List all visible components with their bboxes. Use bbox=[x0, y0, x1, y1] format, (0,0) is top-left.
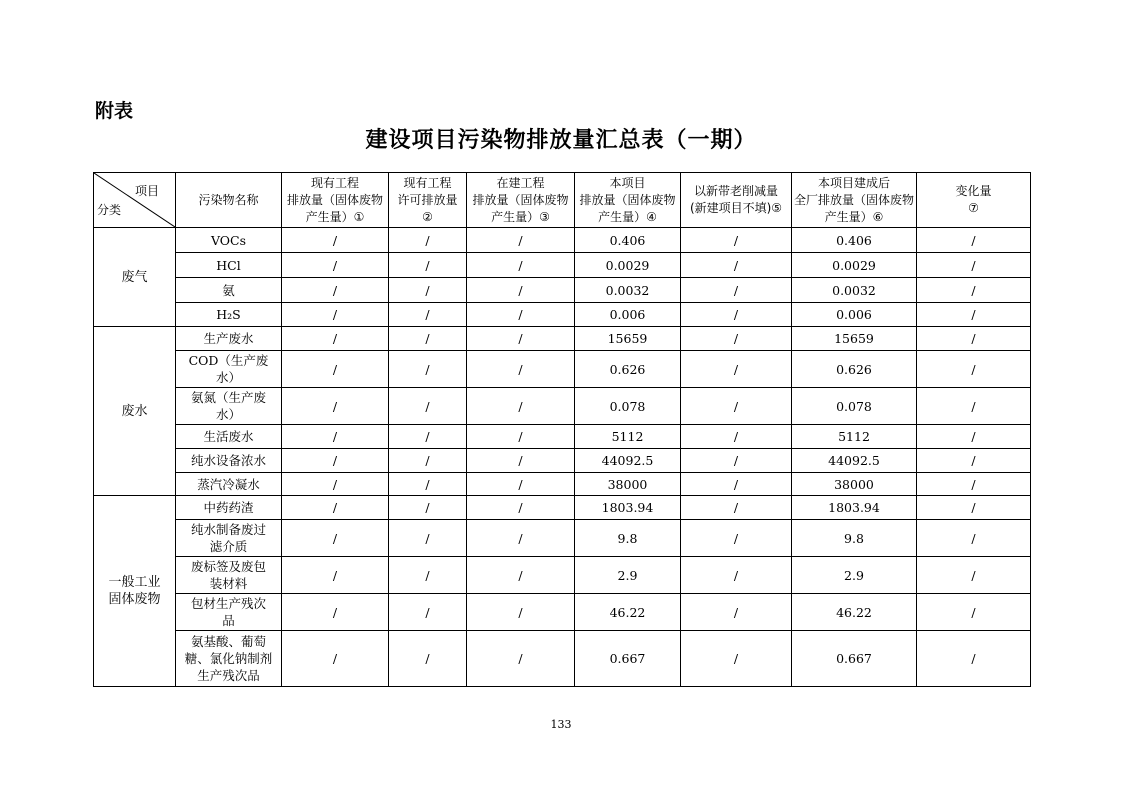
pollutant-name-cell bbox=[176, 278, 282, 303]
value-cell: / bbox=[917, 278, 1031, 303]
value-cell: / bbox=[681, 228, 792, 253]
table-row bbox=[94, 473, 1031, 496]
table-title: 建设项目污染物排放量汇总表（一期） bbox=[365, 128, 757, 153]
pollutant-name-line: 装材料 bbox=[209, 576, 248, 591]
value-cell: / bbox=[681, 496, 792, 520]
value-cell: / bbox=[282, 303, 389, 327]
value-cell: / bbox=[467, 228, 575, 253]
value-cell: / bbox=[917, 557, 1031, 594]
value-cell: / bbox=[282, 473, 389, 496]
header-line: 现有工程 bbox=[310, 175, 359, 190]
pollutant-name-line: 生产残次品 bbox=[197, 668, 260, 683]
value-cell: 5112 bbox=[792, 425, 917, 449]
table-row bbox=[94, 388, 1031, 425]
pollutant-name-line: 糖、氯化钠制剂 bbox=[184, 651, 273, 666]
header-corner-cell bbox=[94, 173, 176, 228]
value-cell: 0.0032 bbox=[575, 278, 681, 303]
header-offset bbox=[681, 173, 792, 228]
value-cell: / bbox=[282, 253, 389, 278]
pollutant-name-line: 生产废水 bbox=[203, 331, 254, 346]
category-line: 废气 bbox=[121, 269, 148, 285]
value-cell: / bbox=[389, 228, 467, 253]
value-cell: 46.22 bbox=[792, 594, 917, 631]
pollutant-name-line: 中药药渣 bbox=[203, 500, 254, 515]
value-cell: / bbox=[467, 327, 575, 351]
value-cell: / bbox=[681, 449, 792, 473]
pollutant-name-line: 纯水设备浓水 bbox=[190, 453, 266, 468]
header-line: 产生量）④ bbox=[598, 209, 657, 224]
value-cell: / bbox=[467, 449, 575, 473]
value-cell: / bbox=[467, 557, 575, 594]
value-cell: / bbox=[282, 594, 389, 631]
pollutant-name-cell bbox=[176, 228, 282, 253]
value-cell: 44092.5 bbox=[792, 449, 917, 473]
value-cell: / bbox=[681, 351, 792, 388]
value-cell: / bbox=[467, 278, 575, 303]
value-cell: / bbox=[917, 303, 1031, 327]
header-line: 许可排放量 bbox=[397, 192, 458, 207]
value-cell: / bbox=[467, 520, 575, 557]
header-line: 现有工程 bbox=[403, 175, 452, 190]
value-cell: / bbox=[282, 351, 389, 388]
table-row bbox=[94, 278, 1031, 303]
value-cell: / bbox=[282, 520, 389, 557]
value-cell: / bbox=[282, 631, 389, 687]
value-cell: 0.006 bbox=[792, 303, 917, 327]
value-cell: / bbox=[282, 449, 389, 473]
table-row bbox=[94, 557, 1031, 594]
table-row bbox=[94, 520, 1031, 557]
table-row bbox=[94, 496, 1031, 520]
value-cell: 9.8 bbox=[575, 520, 681, 557]
value-cell: 15659 bbox=[575, 327, 681, 351]
value-cell: / bbox=[389, 303, 467, 327]
value-cell: / bbox=[389, 278, 467, 303]
header-line: (新建项目不填)⑤ bbox=[689, 201, 783, 215]
pollutant-name-cell bbox=[176, 520, 282, 557]
value-cell: 1803.94 bbox=[575, 496, 681, 520]
value-cell: / bbox=[917, 520, 1031, 557]
pollutant-name-cell bbox=[176, 425, 282, 449]
header-line: 排放量（固体废物 bbox=[472, 192, 569, 207]
value-cell: / bbox=[467, 425, 575, 449]
value-cell: / bbox=[917, 228, 1031, 253]
value-cell: / bbox=[681, 473, 792, 496]
category-line: 废水 bbox=[121, 403, 148, 419]
value-cell: / bbox=[681, 631, 792, 687]
value-cell: / bbox=[282, 278, 389, 303]
header-line: ② bbox=[422, 209, 433, 224]
value-cell: 1803.94 bbox=[792, 496, 917, 520]
value-cell: 44092.5 bbox=[575, 449, 681, 473]
table-row bbox=[94, 327, 1031, 351]
value-cell: 0.0029 bbox=[575, 253, 681, 278]
table-row bbox=[94, 351, 1031, 388]
corner-top-label: 项目 bbox=[134, 184, 159, 198]
value-cell: / bbox=[917, 327, 1031, 351]
table-body bbox=[94, 228, 1031, 687]
table-row bbox=[94, 449, 1031, 473]
header-line: 产生量）③ bbox=[491, 209, 550, 224]
value-cell: / bbox=[917, 388, 1031, 425]
header-line: 排放量（固体废物 bbox=[579, 192, 676, 207]
pollutant-name-line: 氨基酸、葡萄 bbox=[190, 634, 266, 649]
value-cell: / bbox=[917, 449, 1031, 473]
header-line: 本项目 bbox=[609, 175, 646, 190]
value-cell: / bbox=[467, 496, 575, 520]
pollutant-name-line: 纯水制备废过 bbox=[190, 522, 266, 537]
value-cell: / bbox=[467, 594, 575, 631]
value-cell: 9.8 bbox=[792, 520, 917, 557]
table-row bbox=[94, 425, 1031, 449]
pollutant-name-cell bbox=[176, 557, 282, 594]
value-cell: / bbox=[917, 425, 1031, 449]
pollutant-name-line: 滤介质 bbox=[209, 539, 248, 554]
value-cell: / bbox=[282, 388, 389, 425]
table-row bbox=[94, 228, 1031, 253]
header-row bbox=[94, 173, 1031, 228]
header-line: 变化量 bbox=[955, 184, 992, 198]
value-cell: 0.0032 bbox=[792, 278, 917, 303]
value-cell: 0.626 bbox=[575, 351, 681, 388]
pollutant-name-cell bbox=[176, 303, 282, 327]
value-cell: 46.22 bbox=[575, 594, 681, 631]
value-cell: / bbox=[681, 253, 792, 278]
header-existing-emission bbox=[282, 173, 389, 228]
header-this-project bbox=[575, 173, 681, 228]
pollutant-name-line: 包材生产残次 bbox=[190, 596, 266, 611]
value-cell: / bbox=[389, 631, 467, 687]
value-cell: / bbox=[389, 520, 467, 557]
value-cell: / bbox=[681, 520, 792, 557]
pollutant-name-line: 氨氮（生产废 bbox=[190, 390, 266, 405]
value-cell: 0.406 bbox=[575, 228, 681, 253]
value-cell: / bbox=[389, 425, 467, 449]
pollutant-name-line: VOCs bbox=[210, 232, 247, 248]
appendix-label: 附表 bbox=[95, 100, 134, 122]
value-cell: / bbox=[467, 303, 575, 327]
header-after-completion bbox=[792, 173, 917, 228]
value-cell: / bbox=[282, 557, 389, 594]
pollutant-name-line: H₂S bbox=[216, 307, 241, 322]
value-cell: 0.078 bbox=[792, 388, 917, 425]
value-cell: / bbox=[467, 253, 575, 278]
value-cell: / bbox=[917, 631, 1031, 687]
value-cell: / bbox=[681, 327, 792, 351]
value-cell: / bbox=[389, 473, 467, 496]
value-cell: 2.9 bbox=[575, 557, 681, 594]
emission-summary-table bbox=[93, 172, 1031, 687]
pollutant-name-line: 品 bbox=[222, 613, 235, 628]
value-cell: 0.406 bbox=[792, 228, 917, 253]
value-cell: 38000 bbox=[792, 473, 917, 496]
value-cell: / bbox=[389, 388, 467, 425]
category-cell bbox=[94, 228, 176, 327]
header-line: 排放量（固体废物 bbox=[286, 192, 383, 207]
corner-bottom-label: 分类 bbox=[97, 203, 122, 217]
pollutant-name-cell bbox=[176, 473, 282, 496]
page-number: 133 bbox=[550, 718, 572, 731]
value-cell: 0.078 bbox=[575, 388, 681, 425]
value-cell: / bbox=[467, 631, 575, 687]
header-existing-permit bbox=[389, 173, 467, 228]
value-cell: / bbox=[467, 388, 575, 425]
value-cell: / bbox=[389, 449, 467, 473]
header-change bbox=[917, 173, 1031, 228]
value-cell: 2.9 bbox=[792, 557, 917, 594]
value-cell: / bbox=[681, 594, 792, 631]
value-cell: / bbox=[917, 473, 1031, 496]
pollutant-name-cell bbox=[176, 253, 282, 278]
value-cell: / bbox=[917, 351, 1031, 388]
pollutant-name-line: 蒸汽冷凝水 bbox=[197, 476, 260, 492]
value-cell: / bbox=[282, 496, 389, 520]
value-cell: 0.667 bbox=[792, 631, 917, 687]
pollutant-name-cell bbox=[176, 496, 282, 520]
value-cell: / bbox=[389, 557, 467, 594]
category-line: 固体废物 bbox=[108, 592, 161, 607]
value-cell: / bbox=[681, 425, 792, 449]
category-cell bbox=[94, 327, 176, 496]
pollutant-name-cell bbox=[176, 327, 282, 351]
header-line: 在建工程 bbox=[496, 175, 545, 190]
value-cell: / bbox=[681, 278, 792, 303]
header-line: 本项目建成后 bbox=[817, 175, 890, 190]
value-cell: 15659 bbox=[792, 327, 917, 351]
value-cell: / bbox=[282, 327, 389, 351]
header-line: 全厂排放量（固体废物 bbox=[794, 192, 915, 207]
value-cell: / bbox=[681, 303, 792, 327]
value-cell: 38000 bbox=[575, 473, 681, 496]
value-cell: / bbox=[917, 496, 1031, 520]
value-cell: / bbox=[389, 253, 467, 278]
value-cell: / bbox=[389, 327, 467, 351]
value-cell: / bbox=[389, 351, 467, 388]
value-cell: / bbox=[681, 557, 792, 594]
pollutant-name-line: 废标签及废包 bbox=[190, 559, 266, 574]
value-cell: / bbox=[467, 473, 575, 496]
value-cell: / bbox=[389, 496, 467, 520]
pollutant-name-line: 氨 bbox=[222, 282, 235, 298]
header-under-construction bbox=[467, 173, 575, 228]
header-pollutant-name: 污染物名称 bbox=[176, 173, 282, 228]
value-cell: 0.626 bbox=[792, 351, 917, 388]
pollutant-name-line: 水） bbox=[215, 407, 241, 422]
value-cell: / bbox=[467, 351, 575, 388]
header-line: 产生量）① bbox=[305, 209, 365, 224]
value-cell: 0.006 bbox=[575, 303, 681, 327]
pollutant-name-cell bbox=[176, 449, 282, 473]
value-cell: / bbox=[282, 228, 389, 253]
value-cell: / bbox=[917, 594, 1031, 631]
pollutant-name-cell bbox=[176, 594, 282, 631]
header-line: ⑦ bbox=[968, 201, 979, 215]
pollutant-name-cell bbox=[176, 351, 282, 388]
table-row bbox=[94, 303, 1031, 327]
value-cell: 0.0029 bbox=[792, 253, 917, 278]
value-cell: 0.667 bbox=[575, 631, 681, 687]
pollutant-name-line: 水） bbox=[215, 370, 241, 385]
value-cell: / bbox=[389, 594, 467, 631]
header-line: 产生量）⑥ bbox=[824, 209, 884, 224]
pollutant-name-cell bbox=[176, 388, 282, 425]
pollutant-name-cell bbox=[176, 631, 282, 687]
header-line: 以新带老削减量 bbox=[693, 184, 778, 198]
category-cell bbox=[94, 496, 176, 687]
pollutant-name-line: 生活废水 bbox=[203, 429, 254, 444]
table-row bbox=[94, 253, 1031, 278]
value-cell: / bbox=[681, 388, 792, 425]
table-row bbox=[94, 631, 1031, 687]
table-row bbox=[94, 594, 1031, 631]
category-line: 一般工业 bbox=[108, 575, 161, 590]
value-cell: 5112 bbox=[575, 425, 681, 449]
value-cell: / bbox=[282, 425, 389, 449]
value-cell: / bbox=[917, 253, 1031, 278]
pollutant-name-line: COD（生产废 bbox=[188, 353, 269, 368]
pollutant-name-line: HCl bbox=[216, 257, 241, 273]
